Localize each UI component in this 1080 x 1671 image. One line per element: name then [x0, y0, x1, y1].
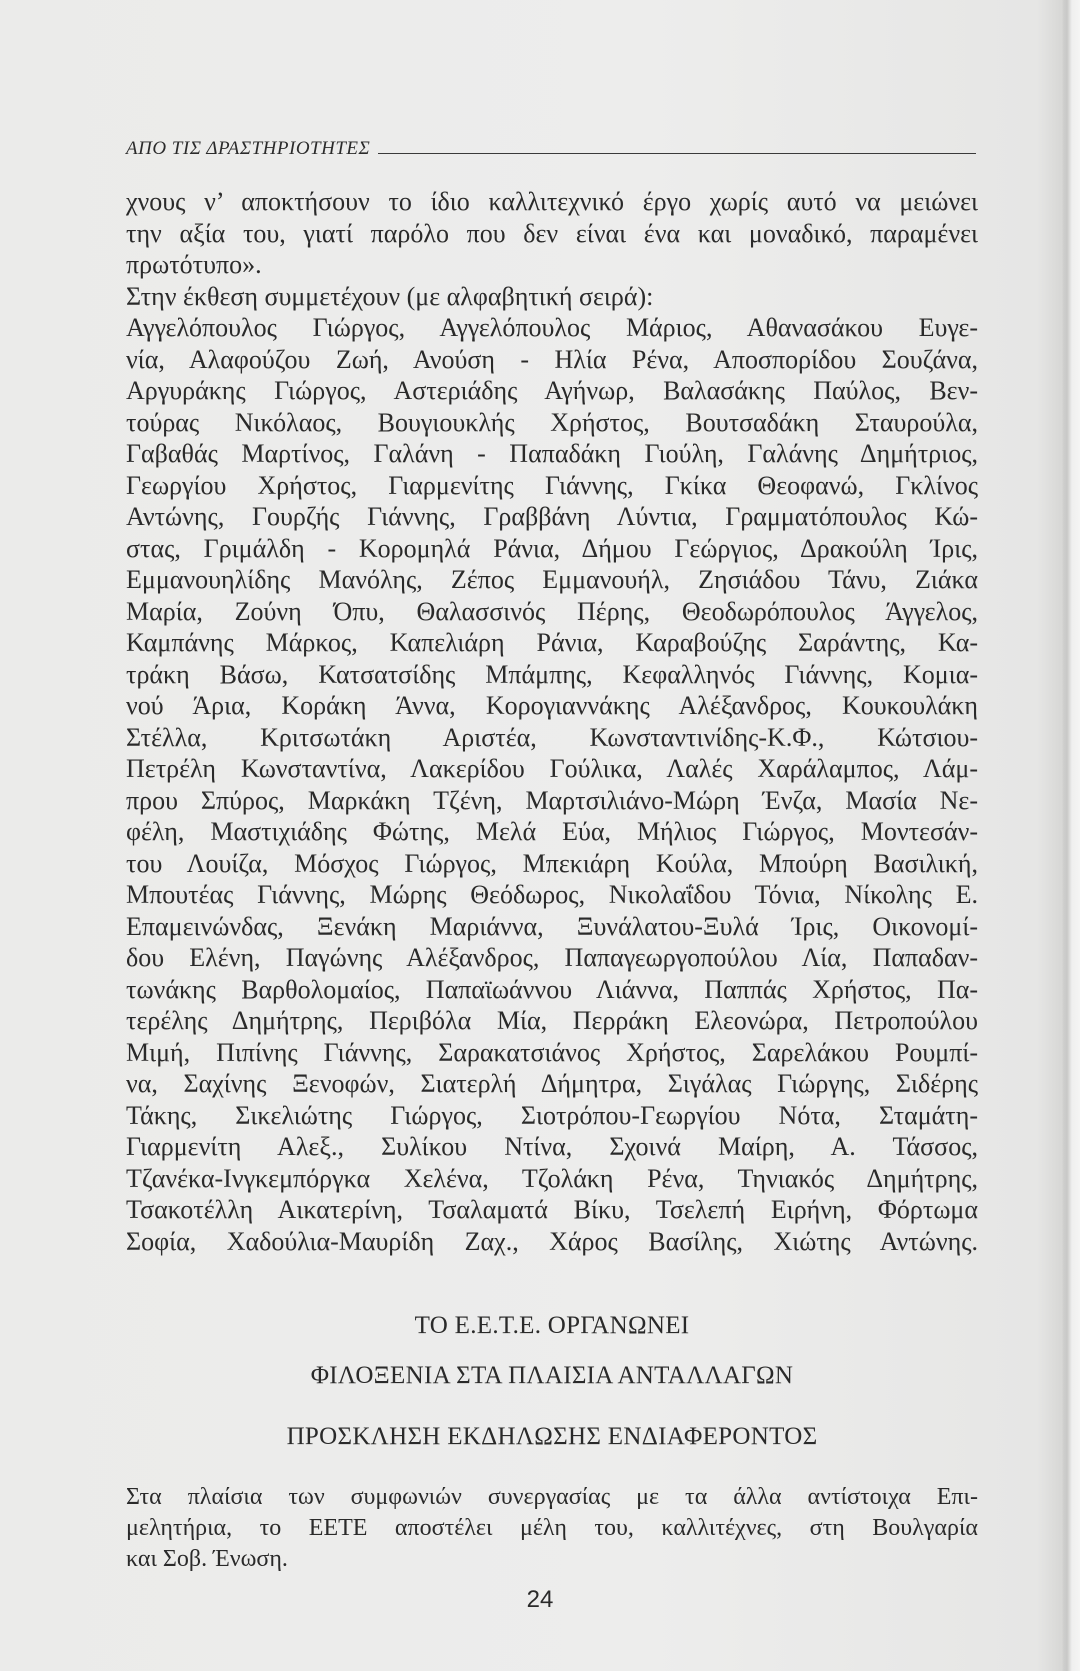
text-line: του Λουίζα, Μόσχος Γιώργος, Μπεκιάρη Κούλα, Μπούρη Βασιλική,	[126, 848, 978, 878]
participants-text	[126, 186, 978, 1257]
running-head	[126, 138, 976, 160]
text-line: χνους ν’ αποκτήσουν το ίδιο καλλιτεχνικό έργο χωρίς αυτό να μειώνει	[126, 187, 978, 216]
text-line: Σοφία, Χαδούλια-Μαυρίδη Ζαχ., Χάρος Βασίλης, Χιώτης Αντώνης.	[126, 1226, 978, 1256]
text-line: μελητήρια, το ΕΕΤΕ αποστέλει μέλη του, καλλιτέχνες, στη Βουλγαρία	[126, 1515, 978, 1541]
text-line: τράκη Βάσω, Κατσατσίδης Μπάμπης, Κεφαλληνός Γιάννης, Κομια-	[126, 659, 978, 689]
text-line: να, Σαχίνης Ξενοφών, Σιατερλή Δήμητρα, Σιγάλας Γιώργης, Σιδέρης	[126, 1069, 978, 1098]
text-line: Αντώνης, Γουρζής Γιάννης, Γραββάνη Λύντια, Γραμματόπουλος Κώ-	[126, 502, 978, 531]
text-line: νού Άρια, Κοράκη Άννα, Κορογιαννάκης Αλέξανδρος, Κουκουλάκη	[126, 691, 978, 720]
text-line: Τάκης, Σικελιώτης Γιώργος, Σιοτρόπου-Γεωργίου Νότα, Σταμάτη-	[126, 1100, 978, 1130]
text-line: Μιμή, Πιπίνης Γιάννης, Σαρακατσιάνος Χρήστος, Σαρελάκου Ρουμπί-	[126, 1037, 978, 1067]
text-line: Γεωργίου Χρήστος, Γιαρμενίτης Γιάννης, Γκίκα Θεοφανώ, Γκλίνος	[126, 470, 978, 500]
text-line: Μπουτέας Γιάννης, Μώρης Θεόδωρος, Νικολαΐδου Τόνια, Νίκολης Ε.	[126, 880, 978, 909]
closing-paragraph	[126, 1482, 978, 1575]
header-rule	[378, 153, 976, 154]
text-line: Γιαρμενίτη Αλεξ., Συλίκου Ντίνα, Σχοινά Μαίρη, Α. Τάσσος,	[126, 1132, 978, 1161]
text-line: Στέλλα, Κριτσωτάκη Αριστέα, Κωνσταντινίδης-Κ.Φ., Κώτσιου-	[126, 722, 978, 752]
text-line: Γαβαθάς Μαρτίνος, Γαλάνη - Παπαδάκη Γιούλη, Γαλάνης Δημήτριος,	[126, 439, 978, 468]
text-line: Αργυράκης Γιώργος, Αστεριάδης Αγήνωρ, Βαλασάκης Παύλος, Βεν-	[126, 376, 978, 405]
text-line: και Σοβ. Ένωση.	[126, 1546, 288, 1572]
text-line: Πετρέλη Κωνσταντίνα, Λακερίδου Γούλικα, Λαλές Χαράλαμπος, Λάμ-	[126, 754, 978, 783]
text-line: Αγγελόπουλος Γιώργος, Αγγελόπουλος Μάριος, Αθανασάκου Ευγε-	[126, 313, 978, 342]
text-line: τούρας Νικόλαος, Βουγιουκλής Χρήστος, Βουτσαδάκη Σταυρούλα,	[126, 407, 978, 437]
text-line: φέλη, Μαστιχιάδης Φώτης, Μελά Εύα, Μήλιος Γιώργος, Μοντεσάν-	[126, 817, 978, 846]
heading-invitation: ΠΡΟΣΚΛΗΣΗ ΕΚΔΗΛΩΣΗΣ ΕΝΔΙΑΦΕΡΟΝΤΟΣ	[286, 1423, 818, 1450]
heading-hospitality: ΦΙΛΟΞΕΝΙΑ ΣΤΑ ΠΛΑΙΣΙΑ ΑΝΤΑΛΛΑΓΩΝ	[310, 1362, 794, 1389]
text-line: τερέλης Δημήτρης, Περιβόλα Μία, Περράκη Ελεονώρα, Πετροπούλου	[126, 1006, 978, 1035]
text-line: Επαμεινώνδας, Ξενάκη Μαριάννα, Ξυνάλατου-Ξυλά Ίρις, Οικονομί-	[126, 911, 978, 941]
text-line: Στην έκθεση συμμετέχουν (με αλφαβητική σειρά):	[126, 281, 654, 311]
page-edge-shadow	[1062, 0, 1072, 1671]
text-line: πρου Σπύρος, Μαρκάκη Τζένη, Μαρτσιλιάνο-Μώρη Ένζα, Μασία Νε-	[126, 785, 978, 815]
text-line: Στα πλαίσια των συμφωνιών συνεργασίας με τα άλλα αντίστοιχα Επι-	[126, 1484, 978, 1510]
heading-organizer: ΤΟ Ε.Ε.Τ.Ε. ΟΡΓΑΝΩΝΕΙ	[414, 1312, 690, 1339]
page-number: 24	[526, 1586, 554, 1613]
section-title: ΑΠΟ ΤΙΣ ΔΡΑΣΤΗΡΙΟΤΗΤΕΣ	[126, 138, 371, 159]
text-line: τωνάκης Βαρθολομαίος, Παπαϊωάννου Λιάννα, Παππάς Χρήστος, Πα-	[126, 974, 978, 1004]
text-line: Εμμανουηλίδης Μανόλης, Ζέπος Εμμανουήλ, Ζησιάδου Τάνυ, Ζιάκα	[126, 565, 978, 594]
text-line: νία, Αλαφούζου Ζωή, Ανούση - Ηλία Ρένα, Αποσπορίδου Σουζάνα,	[126, 344, 978, 374]
text-line: Τσακοτέλλη Αικατερίνη, Τσαλαματά Βίκυ, Τσελεπή Ειρήνη, Φόρτωμα	[126, 1195, 978, 1224]
text-line: Μαρία, Ζούνη Όπυ, Θαλασσινός Πέρης, Θεοδωρόπουλος Άγγελος,	[126, 596, 978, 626]
text-line: Τζανέκα-Ινγκεμπόργκα Χελένα, Τζολάκη Ρένα, Τηνιακός Δημήτρης,	[126, 1163, 978, 1193]
text-line: δου Ελένη, Παγώνης Αλέξανδρος, Παπαγεωργοπούλου Λία, Παπαδαν-	[126, 943, 978, 972]
text-line: Καμπάνης Μάρκος, Καπελιάρη Ράνια, Καραβούζης Σαράντης, Κα-	[126, 628, 978, 657]
text-line: πρωτότυπο».	[126, 250, 262, 279]
text-line: στας, Γριμάλδη - Κορομηλά Ράνια, Δήμου Γεώργιος, Δρακούλη Ίρις,	[126, 533, 978, 563]
text-line: την αξία του, γιατί παρόλο που δεν είναι ένα και μοναδικό, παραμένει	[126, 218, 978, 248]
